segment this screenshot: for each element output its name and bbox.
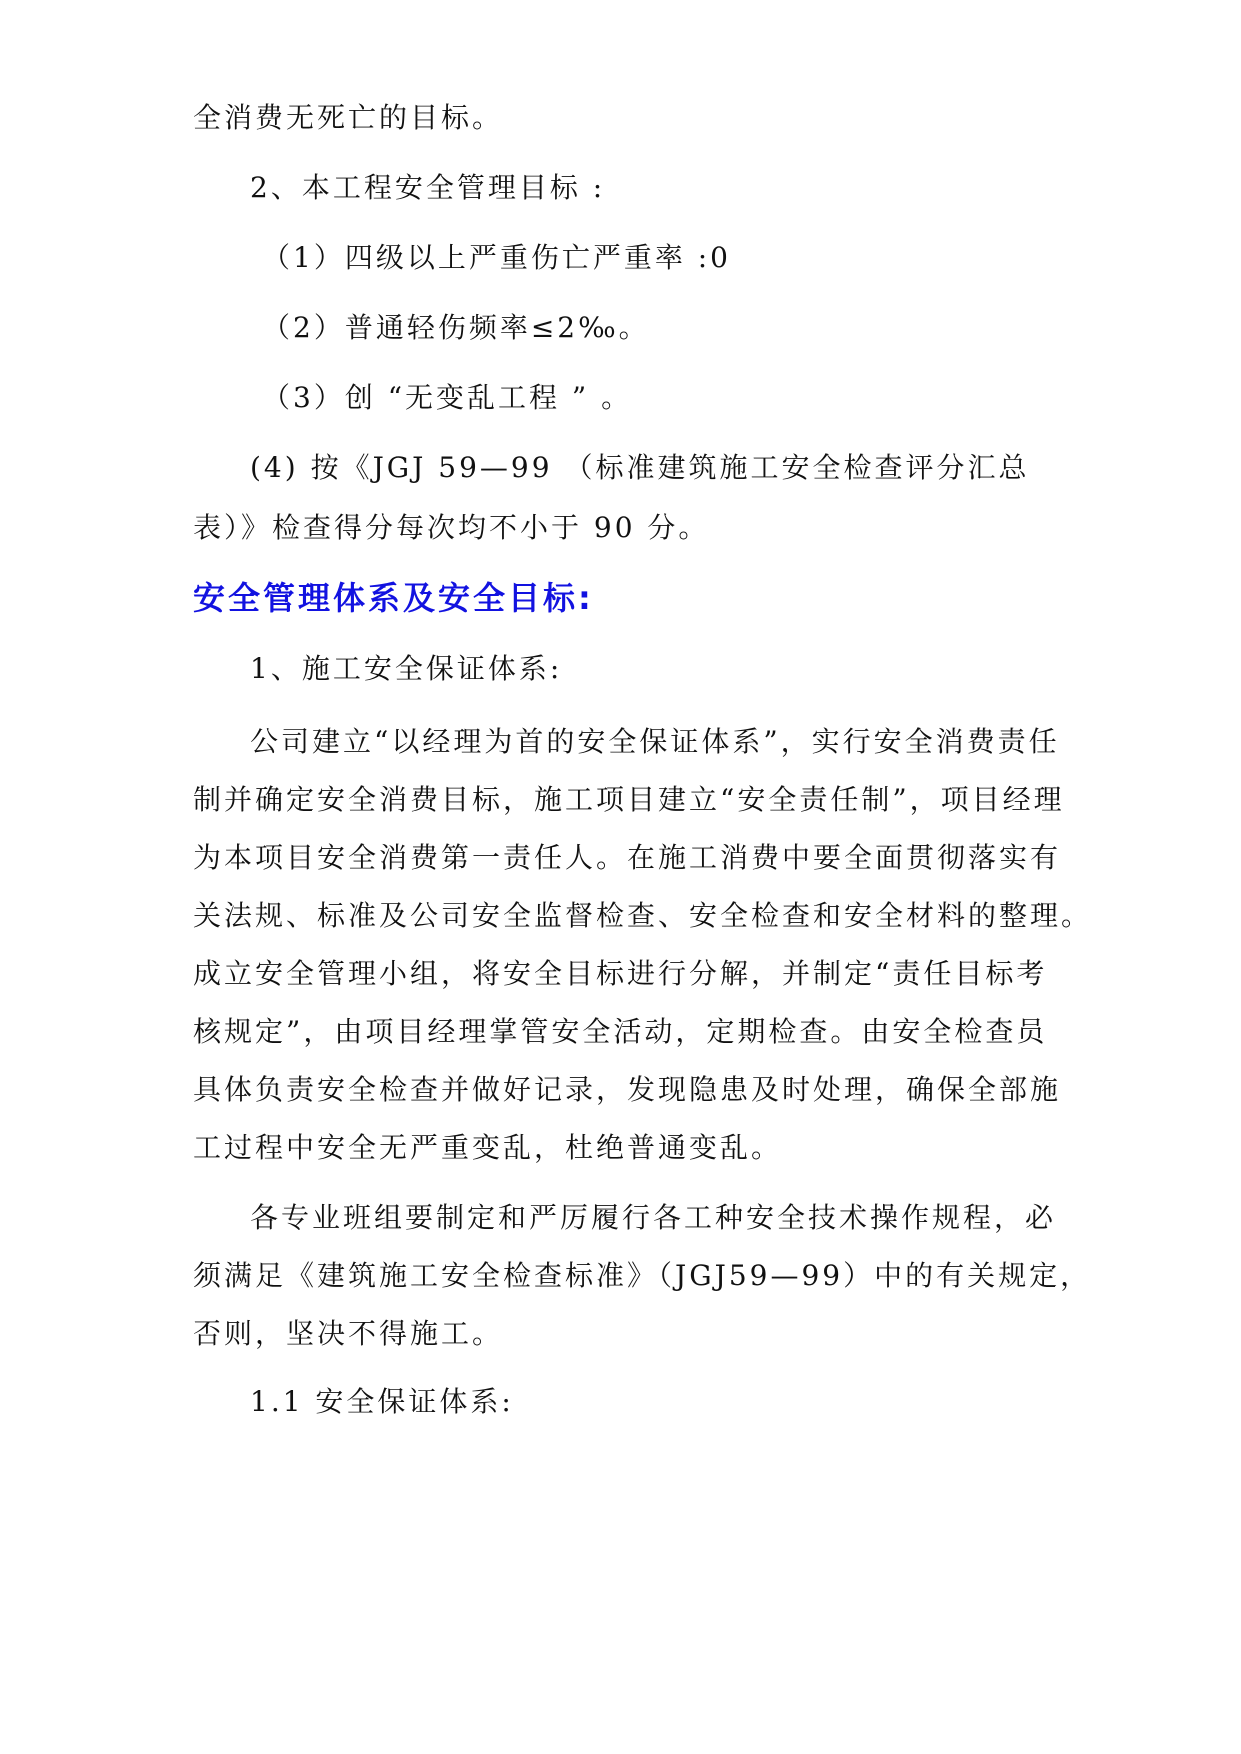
section-title: 1、施工安全保证体系:: [250, 652, 563, 685]
list-item: (4) 按《JGJ 59—99 （标准建筑施工安全检查评分汇总: [250, 451, 1030, 484]
subsection-title: 1.1 安全保证体系:: [250, 1385, 514, 1418]
section-heading: 安全管理体系及安全目标:: [193, 579, 594, 617]
list-item: （1）四级以上严重伤亡严重率 :0: [262, 241, 731, 274]
paragraph-line: 工过程中安全无严重变乱，杜绝普通变乱。: [193, 1131, 783, 1164]
paragraph-line: 成立安全管理小组，将安全目标进行分解，并制定“责任目标考: [193, 957, 1048, 990]
text-line: 全消费无死亡的目标。: [193, 101, 504, 134]
text-line: 2、本工程安全管理目标 :: [250, 171, 606, 204]
paragraph-line: 为本项目安全消费第一责任人。在施工消费中要全面贯彻落实有: [193, 841, 1062, 874]
text-line: 表）》检查得分每次均不小于 90 分。: [193, 511, 710, 544]
paragraph-line: 公司建立“以经理为首的安全保证体系”，实行安全消费责任: [250, 725, 1060, 758]
paragraph-line: 制并确定安全消费目标，施工项目建立“安全责任制”，项目经理: [193, 783, 1065, 816]
paragraph-line: 须满足《建筑施工安全检查标准》（JGJ59—99）中的有关规定，: [193, 1259, 1092, 1292]
paragraph-line: 核规定”，由项目经理掌管安全活动，定期检查。由安全检查员: [193, 1015, 1048, 1048]
paragraph-line: 否则，坚决不得施工。: [193, 1317, 504, 1350]
list-item: （3）创 “无变乱工程 ” 。: [262, 381, 633, 414]
paragraph-line: 各专业班组要制定和严厉履行各工种安全技术操作规程，必: [250, 1201, 1057, 1234]
paragraph-line: 关法规、标准及公司安全监督检查、安全检查和安全材料的整理。: [193, 899, 1093, 932]
paragraph-line: 具体负责安全检查并做好记录，发现隐患及时处理，确保全部施: [193, 1073, 1062, 1106]
list-item: （2）普通轻伤频率≤2‰。: [262, 311, 650, 344]
